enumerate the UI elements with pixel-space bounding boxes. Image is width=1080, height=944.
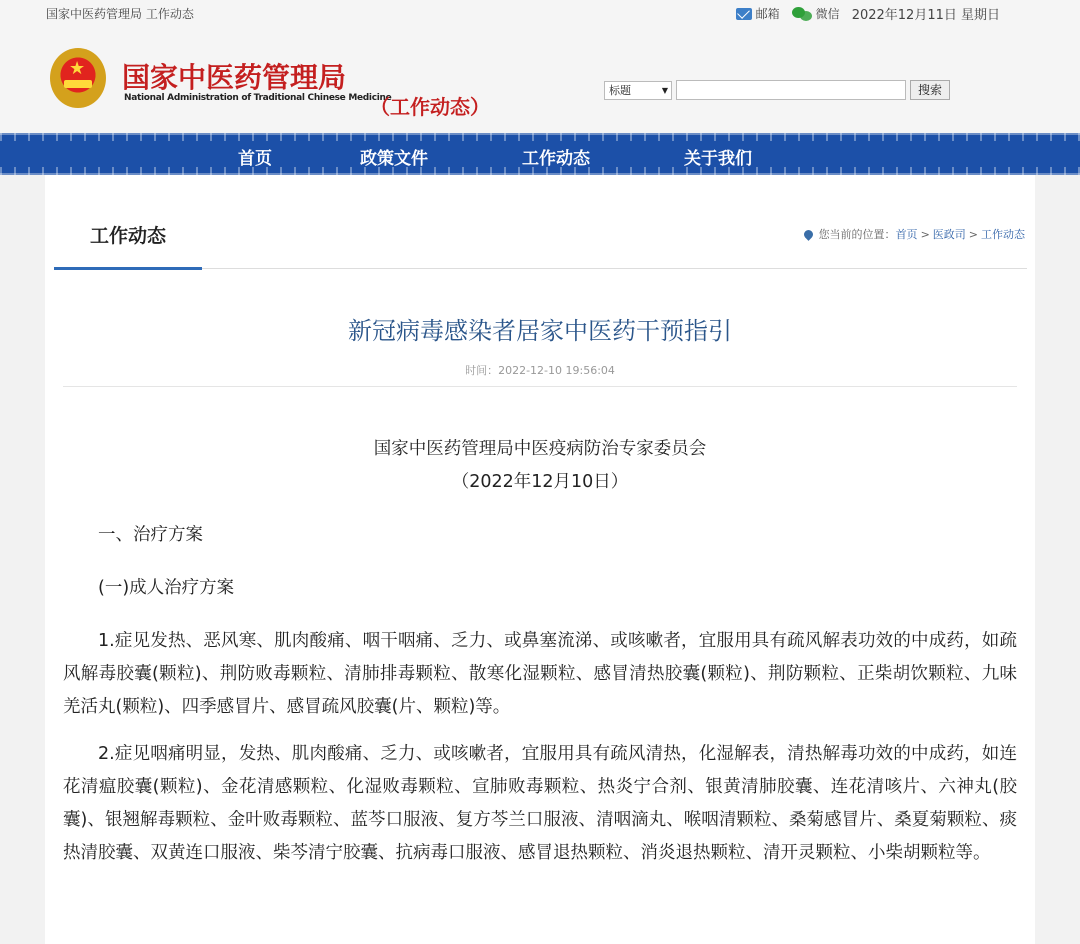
search-input[interactable] xyxy=(676,80,906,100)
logo-title[interactable]: 国家中医药管理局 xyxy=(122,61,347,94)
section-label: （工作动态） xyxy=(370,95,490,119)
top-bar-right xyxy=(724,4,1000,23)
wechat-label: 微信 xyxy=(815,7,840,21)
breadcrumb-separator: > xyxy=(920,227,930,241)
logo-subtitle: National Administration of Traditional Chinese Medicine xyxy=(124,93,392,103)
article-body xyxy=(63,433,1017,870)
section-heading: 一、治疗方案 xyxy=(98,525,203,545)
top-bar xyxy=(0,0,1080,28)
mail-link[interactable] xyxy=(736,5,780,22)
mail-icon xyxy=(736,8,752,20)
article-time: 时间：2022-12-10 19:56:04 xyxy=(465,364,615,377)
mail-label: 邮箱 xyxy=(755,7,780,21)
wechat-link[interactable] xyxy=(792,5,840,22)
article-divider xyxy=(63,386,1017,387)
breadcrumb-prefix: 您当前的位置： xyxy=(818,228,896,241)
nav-item-work-news[interactable]: 工作动态 xyxy=(522,149,590,169)
search-bar xyxy=(604,80,950,100)
active-tab-indicator xyxy=(54,267,202,270)
main-nav xyxy=(0,133,1080,175)
article-paragraph: 1.症见发热、恶风寒、肌肉酸痛、咽干咽痛、乏力、或鼻塞流涕、或咳嗽者，宜服用具有疏风解表功效的中成药，如疏风解毒胶囊(颗粒)、荆防败毒颗粒、清肺排毒颗粒、散寒化湿颗粒、感冒清热胶囊(颗粒)、荆防颗粒、正柴胡饮颗粒、九味羌活丸(颗粒)、四季感冒片、感冒疏风胶囊(片、颗粒)等。 xyxy=(63,631,1017,717)
content-panel xyxy=(45,175,1035,944)
nav-item-about[interactable]: 关于我们 xyxy=(684,149,752,169)
article-issuer: 国家中医药管理局中医疫病防治专家委员会 xyxy=(373,439,707,459)
national-emblem-icon xyxy=(50,48,106,108)
breadcrumb-home[interactable]: 首页 xyxy=(895,228,918,241)
nav-item-home[interactable]: 首页 xyxy=(238,149,272,169)
breadcrumb-department[interactable]: 医政司 xyxy=(932,228,966,241)
current-date: 2022年12月11日 星期日 xyxy=(851,8,1000,23)
article-issue-date: （2022年12月10日） xyxy=(451,472,629,492)
breadcrumb xyxy=(804,226,1025,242)
location-pin-icon xyxy=(802,228,815,241)
site-breadcrumb-text: 国家中医药管理局 工作动态 xyxy=(46,7,194,21)
search-button[interactable]: 搜索 xyxy=(910,80,950,100)
breadcrumb-current[interactable]: 工作动态 xyxy=(981,228,1025,241)
article-paragraph: 2.症见咽痛明显，发热、肌肉酸痛、乏力、或咳嗽者，宜服用具有疏风清热，化湿解表，清热解毒功效的中成药，如连花清瘟胶囊(颗粒)、金花清感颗粒、化湿败毒颗粒、宣肺败毒颗粒、热炎宁合剂、银黄清肺胶囊、连花清咳片、六神丸(胶囊)、银翘解毒颗粒、金叶败毒颗粒、蓝芩口服液、复方芩兰口服液、清咽滴丸、喉咽清颗粒、桑菊感冒片、桑夏菊颗粒、痰热清胶囊、双黄连口服液、柴芩清宁胶囊、抗病毒口服液、感冒退热颗粒、消炎退热颗粒、清开灵颗粒、小柴胡颗粒等。 xyxy=(63,744,1017,863)
subsection-heading: (一)成人治疗方案 xyxy=(98,578,235,598)
page-title: 工作动态 xyxy=(90,225,167,247)
wechat-icon xyxy=(792,7,812,21)
article-title: 新冠病毒感染者居家中医药干预指引 xyxy=(348,317,732,345)
nav-item-policy[interactable]: 政策文件 xyxy=(360,149,428,169)
search-type-select[interactable]: 标题 ▼ xyxy=(604,81,672,100)
site-header xyxy=(0,28,1080,133)
breadcrumb-separator: > xyxy=(968,227,978,241)
